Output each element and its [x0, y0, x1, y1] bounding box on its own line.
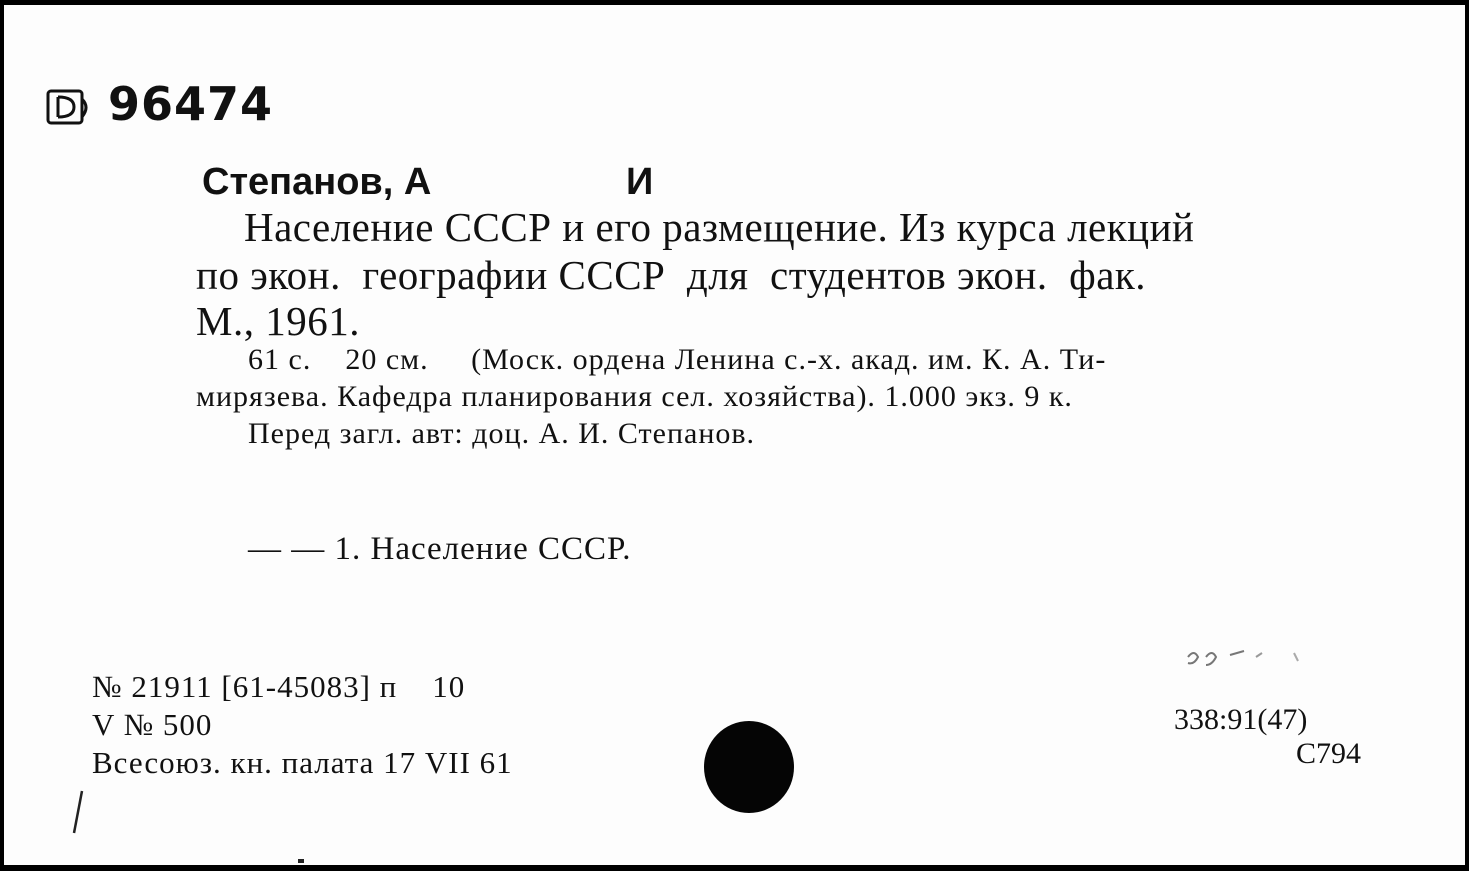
faint-pencil-mark [1184, 643, 1314, 690]
dust-dot-icon [298, 859, 308, 865]
author-initial: И [626, 161, 654, 203]
pencil-scribble-icon [1184, 643, 1314, 683]
footer-volume: V № 500 [92, 707, 213, 742]
inventory-number: 96474 [108, 77, 274, 131]
call-number: С794 [1296, 737, 1362, 770]
author-surname: Степанов, А [202, 161, 432, 203]
subject-heading: — — 1. Население СССР. [248, 531, 632, 567]
collation-line-3: Перед загл. авт: доц. А. И. Степанов. [248, 417, 756, 450]
collation-line-2: мирязева. Кафедра планирования сел. хозяйства). 1.000 экз. 9 к. [196, 380, 1073, 413]
title-line-1: Население СССР и его размещение. Из курса лекций [244, 204, 1195, 250]
title-line-3: М., 1961. [196, 298, 360, 344]
footer-chamber-date: Всесоюз. кн. палата 17 VII 61 [92, 745, 513, 780]
collation-line-1: 61 с. 20 см. (Моск. ордена Ленина с.-х. акад. им. К. А. Ти- [248, 343, 1107, 376]
udc-index: 338:91(47) [1174, 703, 1308, 736]
title-line-2: по экон. географии СССР для студентов экон. фак. [196, 252, 1147, 298]
punch-hole [704, 721, 794, 813]
library-stamp-icon [44, 85, 92, 129]
stray-pencil-stroke-icon [68, 789, 88, 835]
footer-order-number: № 21911 [61-45083] п 10 [92, 669, 466, 704]
